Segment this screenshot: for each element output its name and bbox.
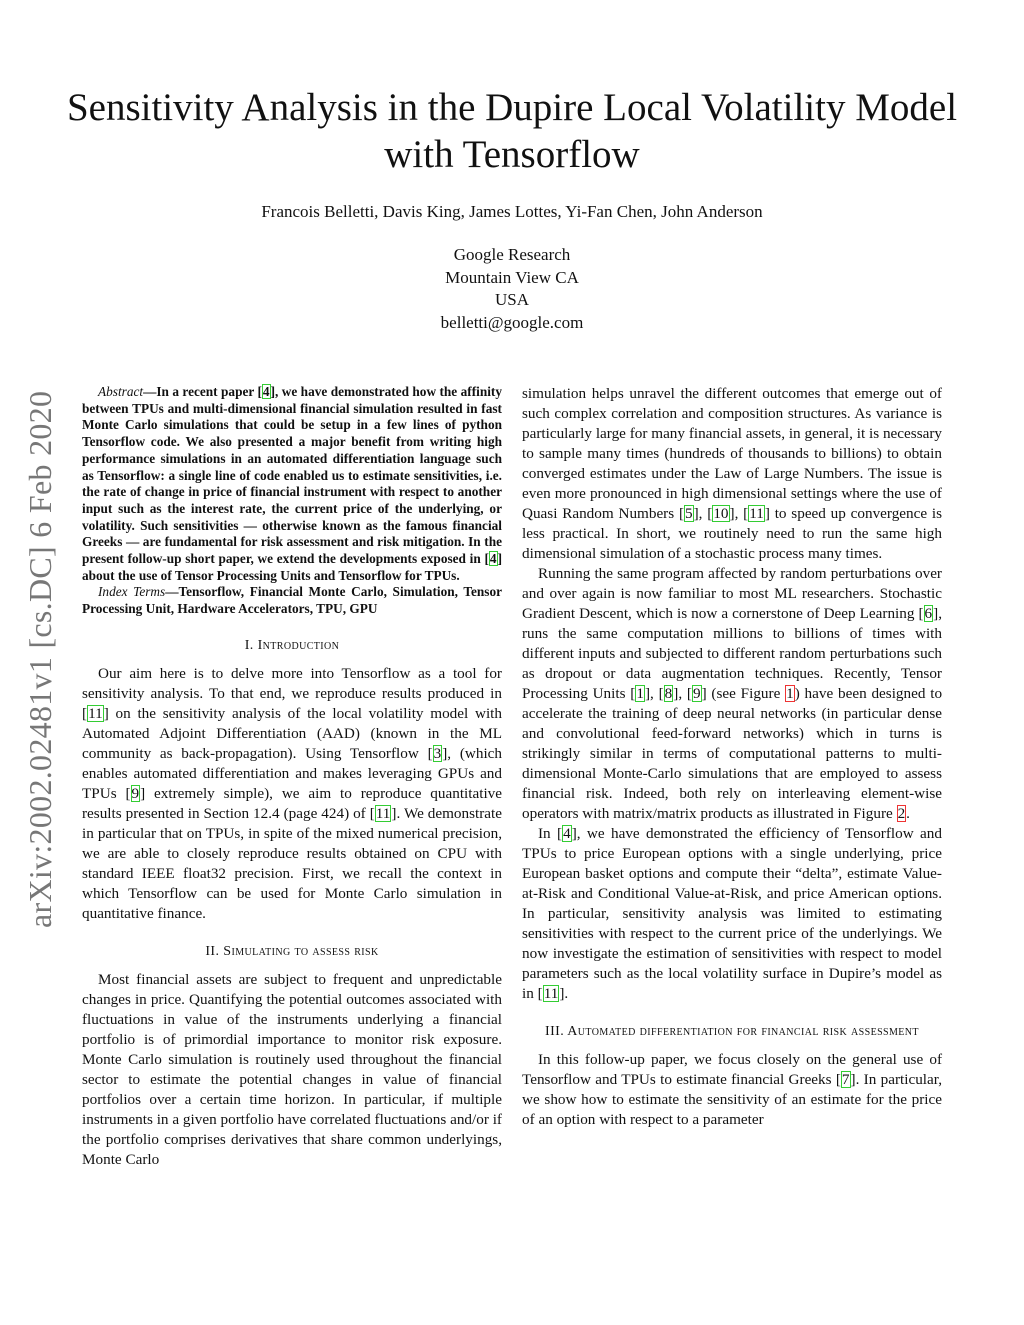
affiliation-city: Mountain View CA (445, 267, 579, 287)
citation-link[interactable]: 7 (841, 1071, 850, 1088)
section-heading: III. Automated differentiation for financial risk assessment (545, 1024, 919, 1039)
citation-link[interactable]: 4 (563, 825, 571, 842)
paragraph: Running the same program affected by random perturbations over and over again is now familiar to most ML researchers. Stochastic Gradient Descent, which is now a cornerstone of Deep Learning [6], runs the same computation millions to billions of times with different inputs and subjected to different random perturbations such as dropout or data augmentation techniques. Recently, Tensor Processing Units [1], [8], [9] (see Figure 1) have been designed to accelerate the training of deep neural networks (in particular dense and convolutional feed-forward networks) which in turns is strikingly similar in terms of computational patterns to multi-dimensional Monte-Carlo simulations that are employed to assess financial risk. Indeed, both rely on interleaving element-wise operators with matrix/matrix products as illustrated in Figure 2. (522, 565, 943, 822)
index-terms (82, 584, 502, 617)
citation-link[interactable]: 9 (692, 685, 701, 702)
left-column (82, 384, 502, 1170)
paragraph: In this follow-up paper, we focus closely on the general use of Tensorflow and TPUs to estimate financial Greeks [7]. In particular, we show how to estimate the sensitivity of an estimate for the price of an option with respect to a parameter (522, 1051, 942, 1128)
figure-link[interactable]: 2 (897, 805, 906, 822)
citation-link[interactable]: 11 (543, 985, 559, 1002)
section-heading: I. Introduction (244, 637, 340, 653)
citation-link[interactable]: 11 (749, 505, 764, 522)
affiliation (0, 244, 1024, 334)
citation-link[interactable]: 3 (433, 744, 442, 762)
index-terms-label: Index Terms (98, 584, 166, 600)
citation-link[interactable]: 4 (489, 551, 497, 567)
paragraph: Our aim here is to delve more into Tensorflow as a tool for sensitivity analysis. To that end, we reproduce results produced in [11] on the sensitivity analysis of the local volatility model with Automated Adjoint Differentiation (AAD) (known in the ML community as back-propagation). Using Tensorflow [3], (which enables automated differentiation and makes leveraging GPUs and TPUs [9] extremely simple), we aim to reproduce quantitative results presented in Section 12.4 (page 424) of [11]. We demonstrate in particular that on TPUs, in spite of the mixed numerical precision, we are able to closely reproduce results obtained on CPU with standard IEEE float32 precision. First, we recall the context in which Tensorflow can be used for Monte Carlo simulation in quantitative finance. (82, 664, 502, 922)
figure-link[interactable]: 1 (786, 685, 794, 702)
abstract: Abstract—In a recent paper [4], we have demonstrated how the affinity between TPUs and multi-dimensional financial simulation resulted in fast Monte Carlo simulations that could be setup in a few lines of python Tensorflow code. We also presented a major benefit from writing high performance simulations in an automated differentiation language such as Tensorflow: a single line of code enabled us to estimate sensitivities, i.e. the rate of change in price of financial instrument with respect to another input such as the interest rate, the current price of the underlying, or volatility. Such sensitivities — otherwise known as the famous financial Greeks — are fundamental for risk assessment and risk mitigation. In the present follow-up short paper, we extend the developments exposed in [4] about the use of Tensor Processing Units and Tensorflow for TPUs. (82, 384, 502, 583)
paper-title: Sensitivity Analysis in the Dupire Local Volatility Model with Tensorflow (66, 86, 958, 176)
arxiv-identifier: arXiv:2002.02481v1 [cs.DC] 6 Feb 2020 (22, 390, 58, 928)
paragraph: Most financial assets are subject to frequent and unpredictable changes in price. Quantifying the potential outcomes associated with fluctuations in value of the instruments underlying a financial portfolio is of primordial importance to monitor risk exposure. Monte Carlo simulation is routinely used throughout the financial sector to estimate the potential changes in value of financial portfolios over a certain time horizon. In particular, if multiple instruments in a given portfolio have correlated fluctuations and/or if the portfolio comprises derivatives that share common underlyings, Monte Carlo (82, 970, 502, 1168)
index-terms-body: —Tensorflow, Financial Monte Carlo, Simulation, Tensor Processing Unit, Hardware Accelerators, TPU, GPU (82, 584, 502, 617)
citation-link[interactable]: 6 (924, 605, 933, 622)
citation-link[interactable]: 5 (685, 505, 693, 522)
authors: Francois Belletti, Davis King, James Lottes, Yi-Fan Chen, John Anderson (261, 202, 763, 221)
paragraph: In [4], we have demonstrated the efficiency of Tensorflow and TPUs to price European options with a single underlying, price European basket options and compute their “delta”, estimate Value-at-Risk and Conditional Value-at-Risk, and price American options. In particular, sensitivity analysis was limited to estimating sensitivities with respect to the current price of the underlyings. We now investigate the estimation of sensitivities with respect to model parameters such as the local volatility surface in Dupire’s model as in [11]. (522, 825, 942, 1002)
citation-link[interactable]: 8 (664, 685, 673, 702)
citation-link[interactable]: 11 (88, 704, 103, 722)
citation-link[interactable]: 9 (131, 784, 140, 802)
citation-link[interactable]: 10 (713, 505, 729, 522)
author-email[interactable]: belletti@google.com (440, 312, 584, 332)
abstract-label: Abstract (98, 384, 144, 399)
affiliation-country: USA (494, 290, 529, 309)
paragraph: simulation helps unravel the different outcomes that emerge out of such complex correlation and composition structures. As variance is particularly large for many financial assets, in general, it is necessary to sample many times (hundreds of thousands to billions) to obtain converged estimates under the Law of Large Numbers. The issue is even more pronounced in high dimensional settings where the use of Quasi Random Numbers [5], [10], [11] to speed up convergence is less practical. In short, we routinely need to run the same high dimensional simulation of a stochastic process many times. (522, 385, 943, 562)
affiliation-org: Google Research (453, 245, 571, 264)
citation-link[interactable]: 11 (375, 804, 391, 822)
right-column (522, 384, 942, 1130)
citation-link[interactable]: 4 (262, 384, 270, 399)
section-heading: II. Simulating to assess risk (205, 943, 379, 959)
citation-link[interactable]: 1 (636, 685, 644, 702)
